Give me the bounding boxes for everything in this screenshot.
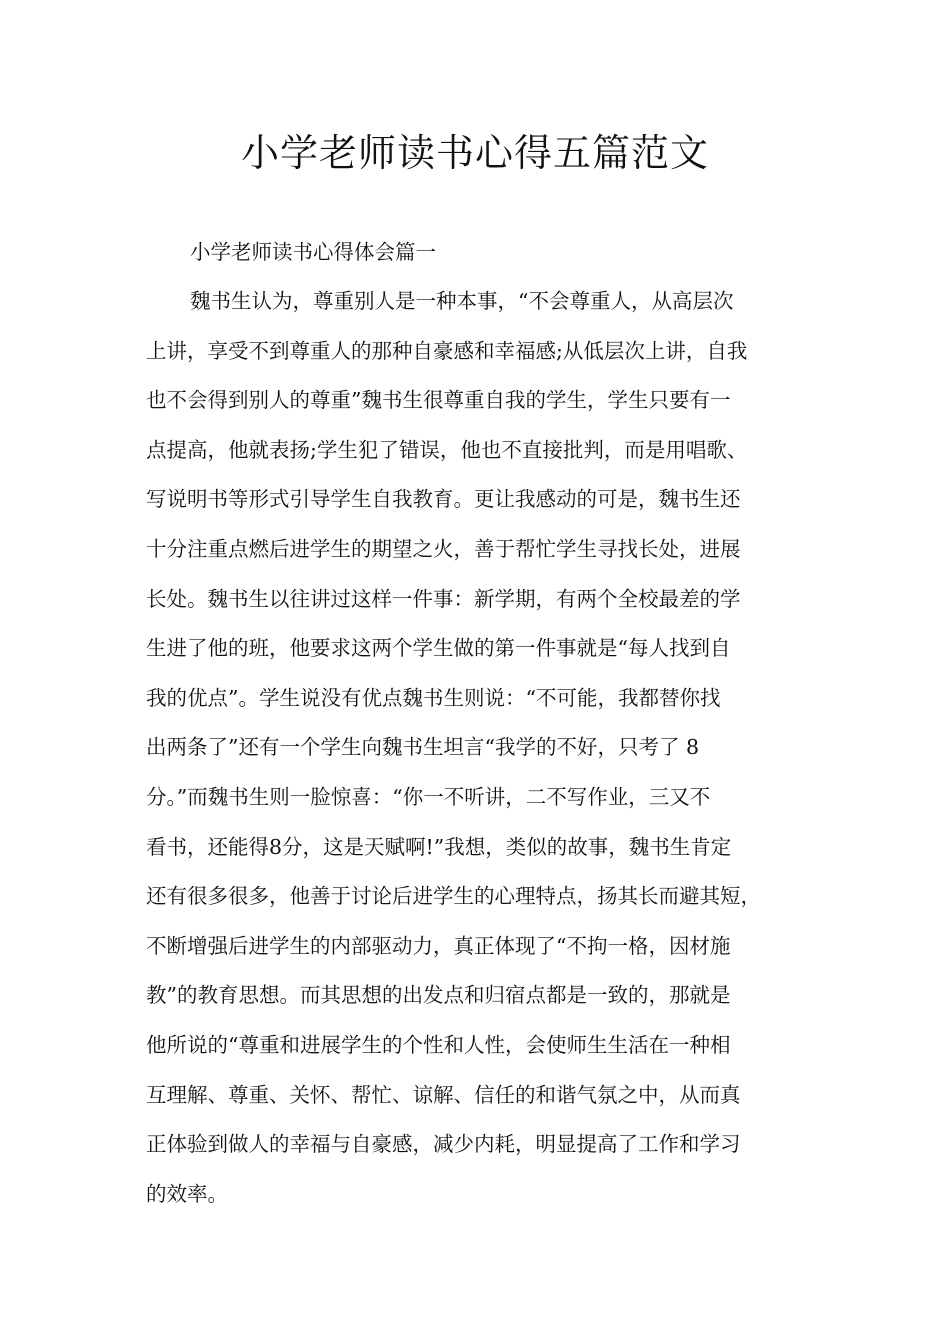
paragraph-line: 的效率。 bbox=[146, 1181, 228, 1206]
paragraph-line: 不断增强后进学生的内部驱动力，真正体现了“不拘一格，因材施 bbox=[146, 933, 731, 958]
paragraph-line: 正体验到做人的幸福与自豪感，减少内耗，明显提高了工作和学习 bbox=[146, 1132, 741, 1157]
paragraph-line: 分。”而魏书生则一脸惊喜：“你一不听讲，二不写作业，三又不 bbox=[146, 784, 711, 809]
paragraph-line: 十分注重点燃后进学生的期望之火，善于帮忙学生寻找长处，进展 bbox=[146, 536, 741, 561]
paragraph-line: 也不会得到别人的尊重”魏书生很尊重自我的学生，学生只要有一 bbox=[146, 388, 731, 413]
paragraph-line: 上讲，享受不到尊重人的那种自豪感和幸福感;从低层次上讲，自我 bbox=[146, 338, 748, 363]
paragraph-line: 我的优点”。学生说没有优点魏书生则说：“不可能，我都替你找 bbox=[146, 685, 721, 710]
body-paragraph bbox=[146, 283, 826, 1225]
paragraph-line: 写说明书等形式引导学生自我教育。更让我感动的可是，魏书生还 bbox=[146, 487, 741, 512]
paragraph-line: 还有很多很多，他善于讨论后进学生的心理特点，扬其长而避其短， bbox=[146, 884, 761, 909]
section-heading: 小学老师读书心得体会篇一 bbox=[190, 240, 436, 264]
paragraph-line: 点提高，他就表扬;学生犯了错误，他也不直接批判，而是用唱歌、 bbox=[146, 437, 748, 462]
paragraph-line: 看书，还能得8分，这是天赋啊!”我想，类似的故事，魏书生肯定 bbox=[146, 834, 732, 859]
paragraph-line: 出两条了”还有一个学生向魏书生坦言“我学的不好，只考了 8 bbox=[146, 735, 700, 760]
paragraph-line: 长处。魏书生以往讲过这样一件事：新学期，有两个全校最差的学 bbox=[146, 586, 741, 611]
paragraph-line: 他所说的“尊重和进展学生的个性和人性，会使师生生活在一种相 bbox=[146, 1032, 731, 1057]
paragraph-line: 教”的教育思想。而其思想的出发点和归宿点都是一致的，那就是 bbox=[146, 983, 731, 1008]
paragraph-line: 魏书生认为，尊重别人是一种本事，“不会尊重人，从高层次 bbox=[190, 289, 734, 313]
paragraph-line: 互理解、尊重、关怀、帮忙、谅解、信任的和谐气氛之中，从而真 bbox=[146, 1082, 741, 1107]
document-title: 小学老师读书心得五篇范文 bbox=[240, 131, 709, 175]
paragraph-line: 生进了他的班，他要求这两个学生做的第一件事就是“每人找到自 bbox=[146, 636, 731, 661]
